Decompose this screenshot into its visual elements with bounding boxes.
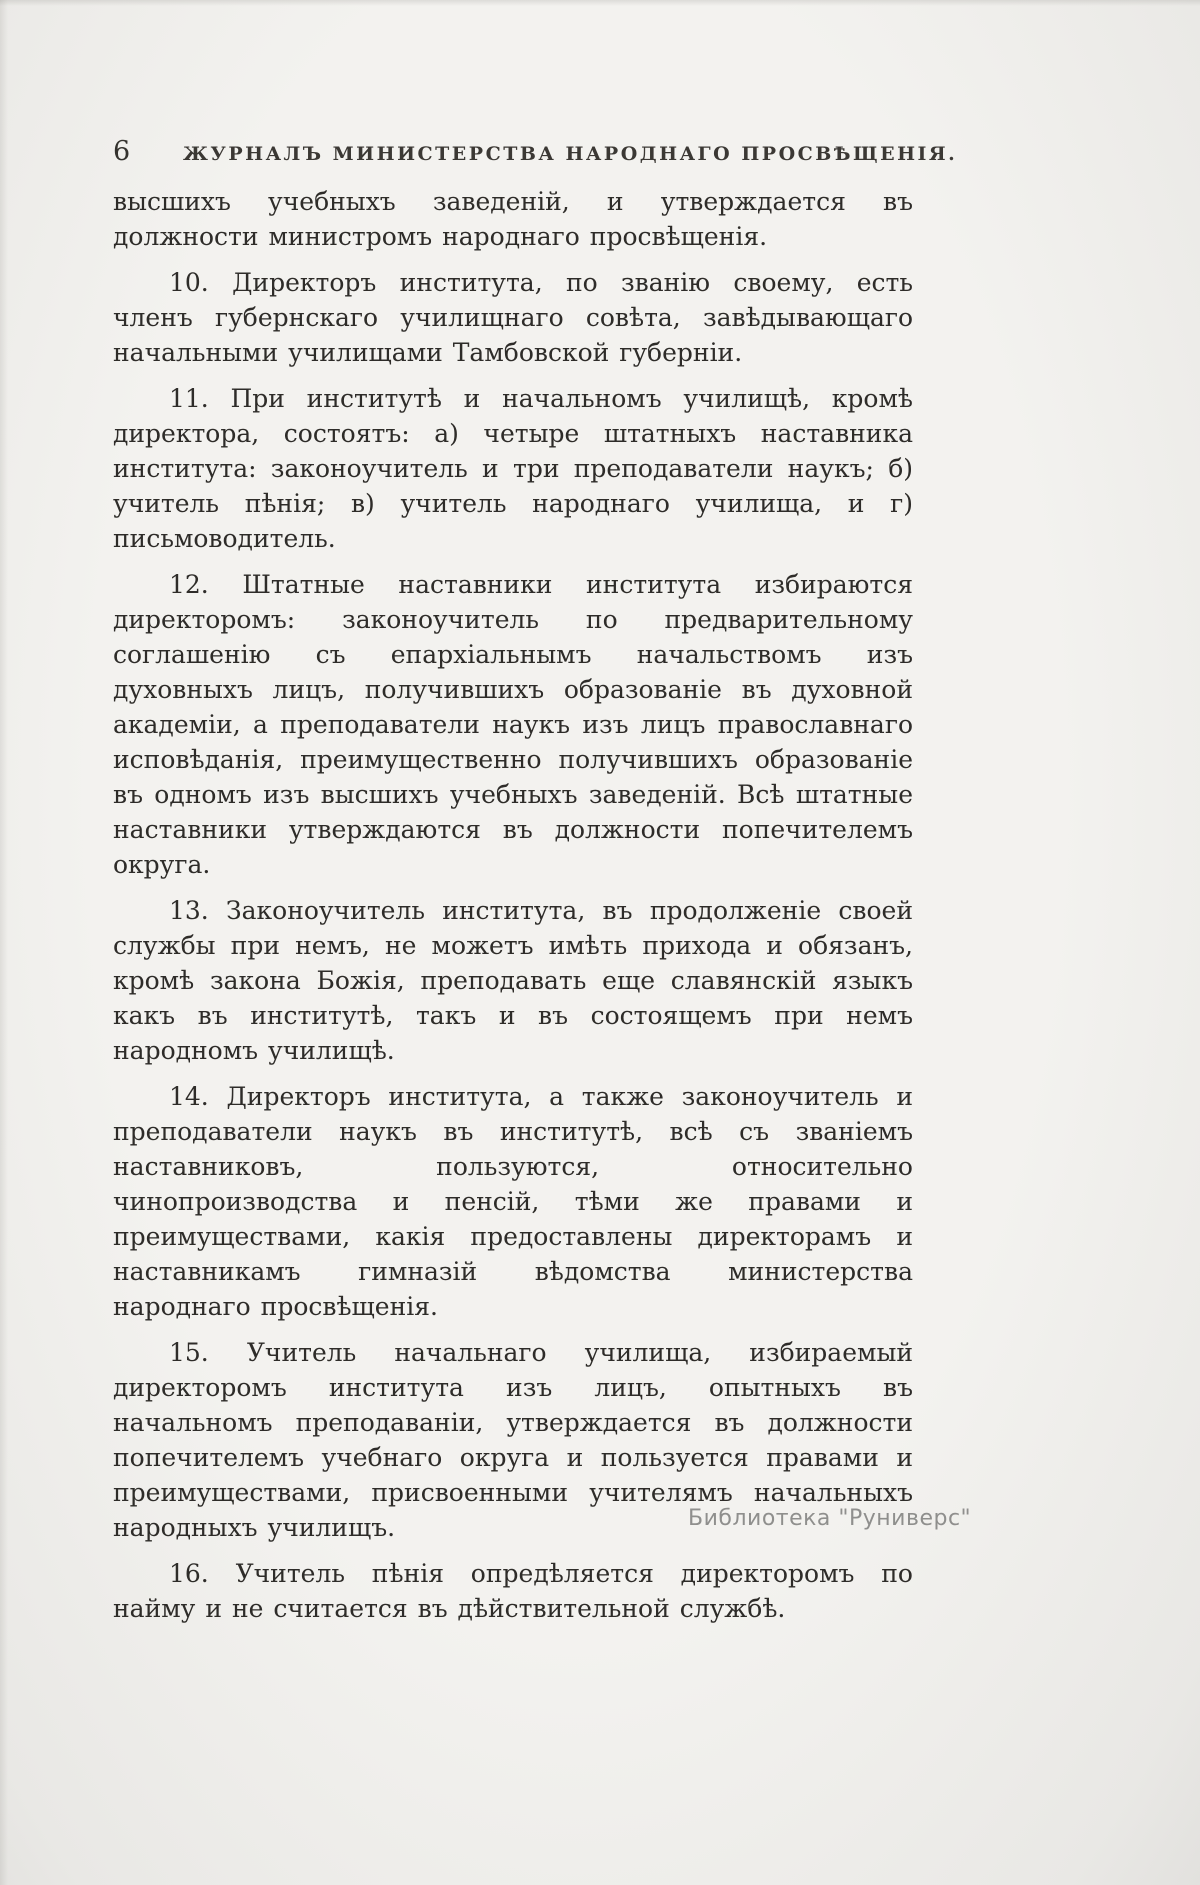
paragraph-article-14: 14. Директоръ института, а также законоучитель и преподаватели наукъ въ институтѣ, всѣ съ званіемъ наставниковъ, пользуются, относительно чинопроизводства и пенсій, тѣми же правами и преимуществами, какія предоставлены директорамъ и наставникамъ гимназій вѣдомства министерства народнаго просвѣщенія. — [113, 1082, 913, 1321]
paragraph-article-11: 11. При институтѣ и начальномъ училищѣ, кромѣ директора, состоятъ: а) четыре штатныхъ наставника института: законоучитель и три преподаватели наукъ; б) учитель пѣнія; в) учитель народнаго училища, и г) письмоводитель. — [113, 384, 913, 553]
library-watermark: Библиотека "Руниверс" — [688, 1506, 972, 1531]
paragraph-continuation: высшихъ учебныхъ заведеній, и утверждается въ должности министромъ народнаго просвѣщенія. — [113, 187, 913, 251]
paragraph-article-13: 13. Законоучитель института, въ продолженіе своей службы при немъ, не можетъ имѣть прихода и обязанъ, кромѣ закона Божія, преподавать еще славянскій языкъ какъ въ институтѣ, такъ и въ состоящемъ при немъ народномъ училищѣ. — [113, 896, 913, 1065]
scan-edge-shadow-left — [0, 0, 8, 1885]
paragraph-article-10: 10. Директоръ института, по званію своему, есть членъ губернскаго училищнаго совѣта, завѣдывающаго начальными училищами Тамбовской губерніи. — [113, 268, 913, 367]
scan-edge-shadow-top — [0, 0, 1200, 6]
document-body — [113, 184, 913, 1626]
page-header — [113, 136, 958, 167]
paragraph-article-16: 16. Учитель пѣнія опредѣляется директоромъ по найму и не считается въ дѣйствительной службѣ. — [113, 1559, 913, 1623]
running-title: ЖУРНАЛЪ МИНИСТЕРСТВА НАРОДНАГО ПРОСВѢЩЕНІЯ. — [183, 143, 958, 165]
paragraph-article-15: 15. Учитель начальнаго училища, избираемый директоромъ института изъ лицъ, опытныхъ въ начальномъ преподаваніи, утверждается въ должности попечителемъ учебнаго округа и пользуется правами и преимуществами, присвоенными учителямъ начальныхъ народныхъ училищъ. — [113, 1338, 913, 1542]
page-number: 6 — [113, 136, 131, 167]
paragraph-article-12: 12. Штатные наставники института избираются директоромъ: законоучитель по предварительному соглашенію съ епархіальнымъ начальствомъ изъ духовныхъ лицъ, получившихъ образованіе въ духовной академіи, а преподаватели наукъ изъ лицъ православнаго исповѣданія, преимущественно получившихъ образованіе въ одномъ изъ высшихъ учебныхъ заведеній. Всѣ штатные наставники утверждаются въ должности попечителемъ округа. — [113, 570, 913, 879]
